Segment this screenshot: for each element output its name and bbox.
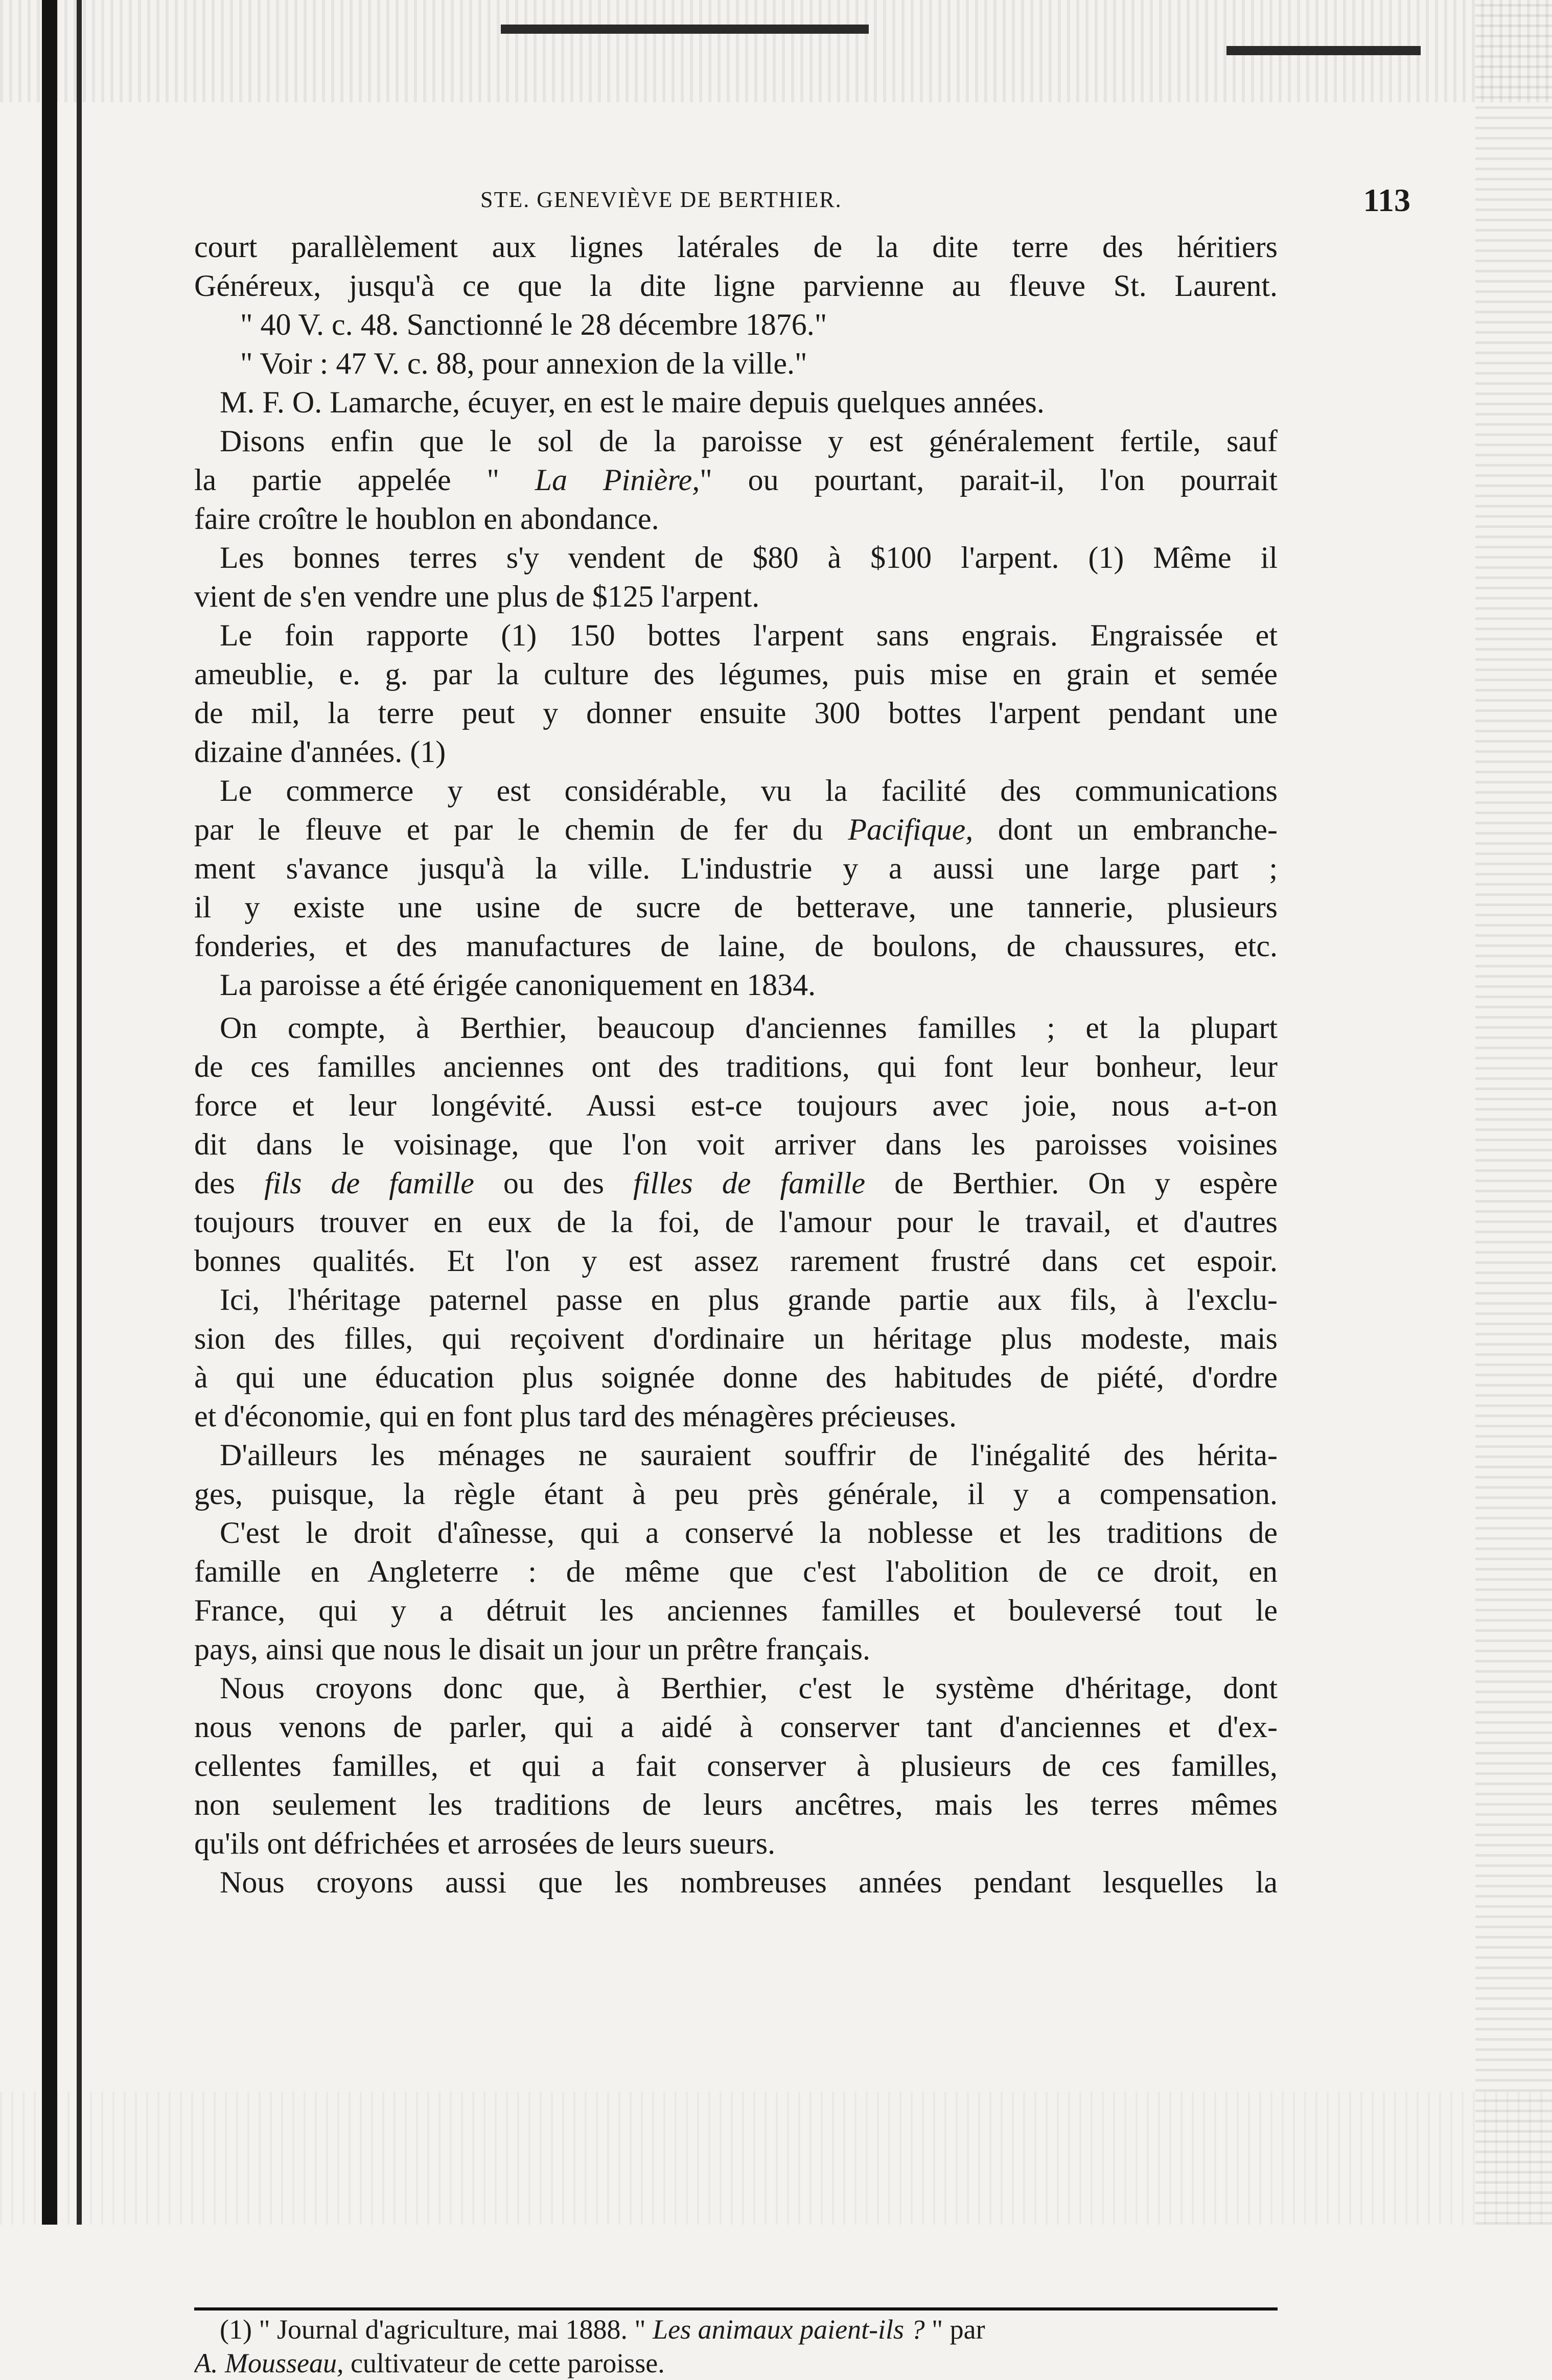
text-line: et d'économie, qui en font plus tard des ménagères précieuses.	[194, 1399, 957, 1433]
text-line: bonnes qualités. Et l'on y est assez rarement frustré dans cet espoir.	[194, 1244, 1278, 1278]
text-line: La paroisse a été érigée canoniquement en 1834.	[220, 968, 816, 1002]
text-line: famille en Angleterre : de même que c'est l'abolition de ce droit, en	[194, 1555, 1278, 1588]
page-number: 113	[1363, 182, 1410, 218]
footnote	[194, 2313, 1278, 2380]
text-line: " 40 V. c. 48. Sanctionné le 28 décembre 1876."	[240, 308, 827, 341]
text-line: sion des filles, qui reçoivent d'ordinaire un héritage plus modeste, mais	[194, 1322, 1278, 1355]
text-line: ameublie, e. g. par la culture des légumes, puis mise en grain et semée	[194, 657, 1278, 691]
text-line: " Voir : 47 V. c. 88, pour annexion de la ville."	[240, 346, 807, 380]
italic-text: filles de famille	[633, 1166, 866, 1200]
text-line: de mil, la terre peut y donner ensuite 300 bottes l'arpent pendant une	[194, 696, 1278, 730]
text-line: Ici, l'héritage paternel passe en plus grande partie aux fils, à l'exclu-	[220, 1283, 1278, 1316]
page-header	[194, 181, 1410, 227]
text-line: France, qui y a détruit les anciennes familles et bouleversé tout le	[194, 1593, 1278, 1627]
text-line: vient de s'en vendre une plus de $125 l'arpent.	[194, 580, 760, 613]
footnote-line: A. Mousseau, cultivateur de cette paroisse.	[194, 2348, 665, 2378]
text-line: dizaine d'années. (1)	[194, 735, 446, 769]
footnote-line: (1) " Journal d'agriculture, mai 1888. " Les animaux paient-ils ? " par	[220, 2314, 985, 2345]
text-line: par le fleuve et par le chemin de fer du Pacifique, dont un embranche-	[194, 813, 1278, 846]
text-line: non seulement les traditions de leurs ancêtres, mais les terres mêmes	[194, 1788, 1278, 1821]
text-line: à qui une éducation plus soignée donne des habitudes de piété, d'ordre	[194, 1360, 1278, 1394]
scan-mark-top	[501, 25, 869, 34]
text-line: des fils de famille ou des filles de famille de Berthier. On y espère	[194, 1166, 1278, 1200]
text-line: M. F. O. Lamarche, écuyer, en est le maire depuis quelques années.	[220, 385, 1045, 419]
text-line: D'ailleurs les ménages ne sauraient souffrir de l'inégalité des hérita-	[220, 1438, 1278, 1472]
scan-noise-right	[1475, 0, 1552, 2225]
running-head: STE. GENEVIÈVE DE BERTHIER.	[480, 187, 842, 212]
text-line: ment s'avance jusqu'à la ville. L'industrie y a aussi une large part ;	[194, 851, 1278, 885]
italic-text: La Pinière,	[535, 463, 700, 497]
text-line: Les bonnes terres s'y vendent de $80 à $100 l'arpent. (1) Même il	[220, 541, 1278, 574]
italic-text: Pacifique,	[848, 813, 974, 846]
text-line: Généreux, jusqu'à ce que la dite ligne parvienne au fleuve St. Laurent.	[194, 269, 1278, 303]
text-line: Le foin rapporte (1) 150 bottes l'arpent sans engrais. Engraissée et	[220, 618, 1278, 652]
text-line: cellentes familles, et qui a fait conserver à plusieurs de ces familles,	[194, 1749, 1278, 1783]
text-line: pays, ainsi que nous le disait un jour un prêtre français.	[194, 1632, 870, 1666]
text-line: Le commerce y est considérable, vu la facilité des communications	[220, 774, 1278, 807]
italic-text: fils de famille	[264, 1166, 474, 1200]
footnote-divider	[194, 2307, 1278, 2310]
text-line: fonderies, et des manufactures de laine, de boulons, de chaussures, etc.	[194, 929, 1278, 963]
text-line: il y existe une usine de sucre de betterave, une tannerie, plusieurs	[194, 890, 1278, 924]
text-line: Nous croyons aussi que les nombreuses années pendant lesquelles la	[220, 1865, 1278, 1899]
text-line: Nous croyons donc que, à Berthier, c'est le système d'héritage, dont	[220, 1671, 1278, 1705]
book-spine-line	[77, 0, 82, 2225]
text-line: ges, puisque, la règle étant à peu près générale, il y a compensation.	[194, 1477, 1278, 1511]
text-line: nous venons de parler, qui a aidé à conserver tant d'anciennes et d'ex-	[194, 1710, 1278, 1744]
text-line: court parallèlement aux lignes latérales de la dite terre des héritiers	[194, 230, 1278, 264]
text-line: On compte, à Berthier, beaucoup d'anciennes familles ; et la plupart	[220, 1011, 1278, 1045]
text-line: C'est le droit d'aînesse, qui a conservé la noblesse et les traditions de	[220, 1516, 1278, 1550]
text-line: dit dans le voisinage, que l'on voit arriver dans les paroisses voisines	[194, 1127, 1278, 1161]
text-line: qu'ils ont défrichées et arrosées de leurs sueurs.	[194, 1827, 776, 1860]
book-spine-shadow	[42, 0, 57, 2225]
text-line: toujours trouver en eux de la foi, de l'amour pour le travail, et d'autres	[194, 1205, 1278, 1239]
scan-mark-top-right	[1226, 46, 1421, 55]
body-text	[194, 227, 1278, 1902]
scan-noise-bottom	[0, 2092, 1552, 2225]
text-line: de ces familles anciennes ont des traditions, qui font leur bonheur, leur	[194, 1050, 1278, 1083]
text-line: Disons enfin que le sol de la paroisse y est généralement fertile, sauf	[220, 424, 1278, 458]
text-line: force et leur longévité. Aussi est-ce toujours avec joie, nous a-t-on	[194, 1089, 1278, 1122]
text-line: faire croître le houblon en abondance.	[194, 502, 659, 536]
text-line: la partie appelée " La Pinière," ou pourtant, parait-il, l'on pourrait	[194, 463, 1278, 497]
